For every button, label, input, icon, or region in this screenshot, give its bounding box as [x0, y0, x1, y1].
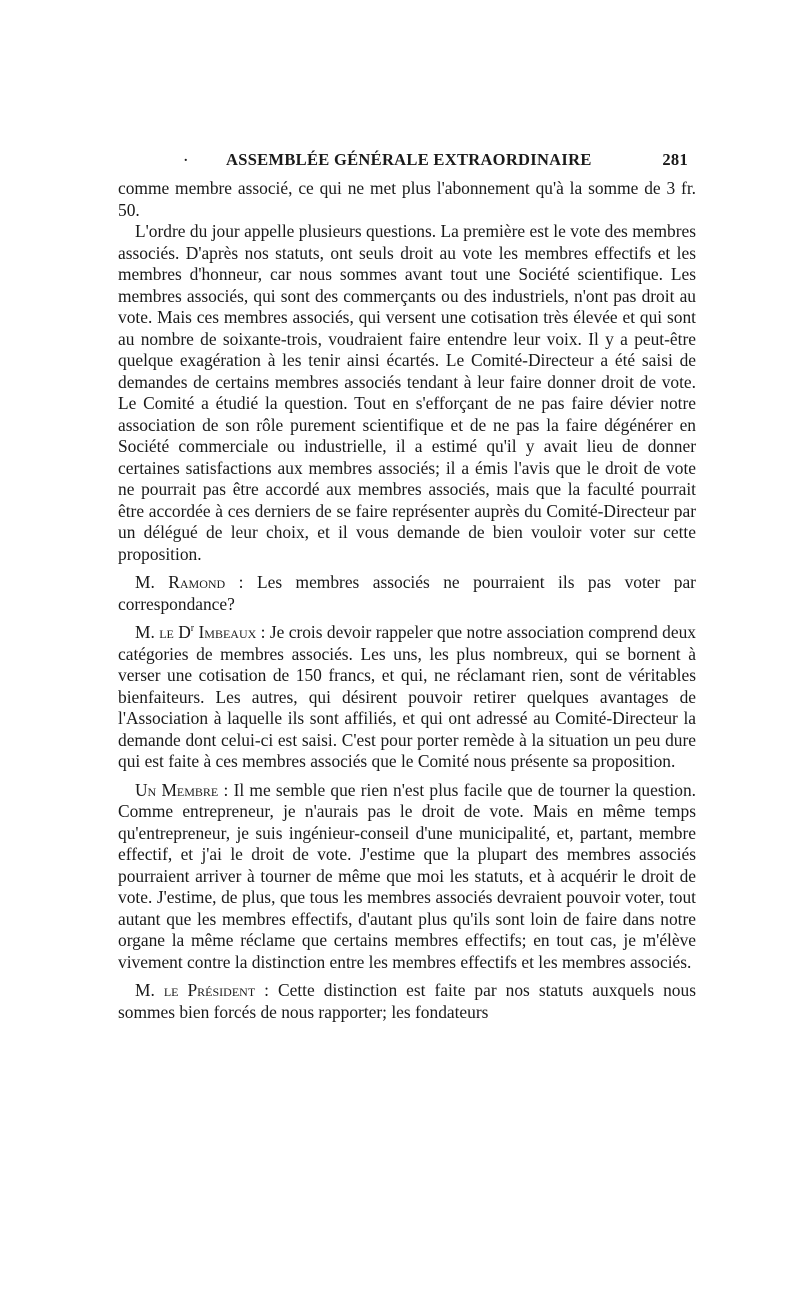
speech-ramond: [118, 572, 696, 615]
speaker-prefix: M.: [135, 980, 164, 1000]
paragraph-agenda: [118, 221, 696, 565]
speech-text: : Il me semble que rien n'est plus facile que de tourner la question. Comme entrepreneur, je n'aurais pas le droit de vote. Mais en même temps qu'entrepreneur, je suis ingénieur-conseil d'une municipalité, et, partant, membre effectif, et j'ai le droit de vote. J'estime que la plupart des membres associés pourraient arriver à tourner de même que moi les statuts, et à acquérir le droit de vote. J'estime, de plus, que tous les membres associés devraient pouvoir voter, tout autant que les membres effectifs, d'autant plus qu'ils sont loin de faire dans notre organe la même réclame que certains membres effectifs; en tout cas, je m'élève vivement contre la distinction entre les membres effectifs et les membres associés.: [118, 779, 696, 972]
speaker-name: Un Membre: [135, 779, 219, 800]
speech-text: : Cette distinction est faite par nos statuts auxquels nous sommes bien forcés de nous rapporter; les fondateurs: [118, 980, 696, 1022]
speech-text: : Les membres associés ne pourraient ils pas voter par correspondance?: [118, 572, 696, 614]
speech-president: [118, 980, 696, 1023]
running-title: ASSEMBLÉE GÉNÉRALE EXTRAORDINAIRE: [226, 150, 592, 169]
speaker-name: Imbeaux: [194, 622, 257, 642]
speech-text: : Je crois devoir rappeler que notre association comprend deux catégories de membres associés. Les uns, les plus nombreux, qui se bornent à verser une cotisation de 150 francs, et qui, ne réclamant rien, sont de véritables bienfaiteurs. Les autres, qui désirent pouvoir retirer quelques avantages de l'Association à laquelle ils sont affiliés, et qui ont adressé au Comité-Directeur la demande dont celui-ci est saisi. C'est pour porter remède à la situation un peu dure qui est faite à ces membres associés que le Comité nous présente sa proposition.: [118, 622, 696, 771]
paragraph-text: L'ordre du jour appelle plusieurs questions. La première est le vote des membres associés. D'après nos statuts, ont seuls droit au vote les membres effectifs et les membres d'honneur, car nous sommes avant tout une Société scientifique. Les membres associés, qui sont des commerçants ou des industriels, n'ont pas droit au vote. Mais ces membres associés, qui versent une cotisation très élevée et qui sont au nombre de soixante-trois, voudraient faire entendre leur voix. Il y a peut-être quelque exagération à les tenir ainsi écartés. Le Comité-Directeur a été saisi de demandes de certains membres associés tendant à leur faire donner droit de vote. Le Comité a étudié la question. Tout en s'efforçant de ne pas faire dévier notre association de son rôle purement scientifique et de ne pas la faire dégénérer en Société commerciale ou industrielle, il a estimé qu'il y avait lieu de donner certaines satisfactions aux membres associés; il a émis l'avis que le droit de vote ne pourrait pas être accordé aux membres associés, mais que la faculté pourrait être accordée à ces derniers de se faire représenter auprès du Comité-Directeur par un délégué de leur choix, et il vous demande de bien vouloir voter sur cette proposition.: [118, 221, 696, 564]
speaker-prefix: M.: [135, 622, 160, 642]
running-header: [118, 136, 696, 169]
document-page: [118, 136, 696, 1023]
header-mark: .: [184, 150, 188, 165]
page-number: 281: [662, 150, 688, 169]
speech-imbeaux: [118, 622, 696, 773]
speaker-name: Ramond: [168, 572, 226, 592]
speech-un-membre: [118, 780, 696, 974]
paragraph-continuation: [118, 178, 696, 221]
document-body: [118, 178, 696, 1023]
speaker-prefix: M.: [135, 572, 169, 592]
speaker-name: le Président: [163, 980, 256, 1000]
speaker-title-superscript: r: [190, 623, 195, 635]
paragraph-text: comme membre associé, ce qui ne met plus l'abonnement qu'à la somme de 3 fr. 50.: [118, 178, 696, 220]
speaker-title: le D: [159, 622, 191, 642]
